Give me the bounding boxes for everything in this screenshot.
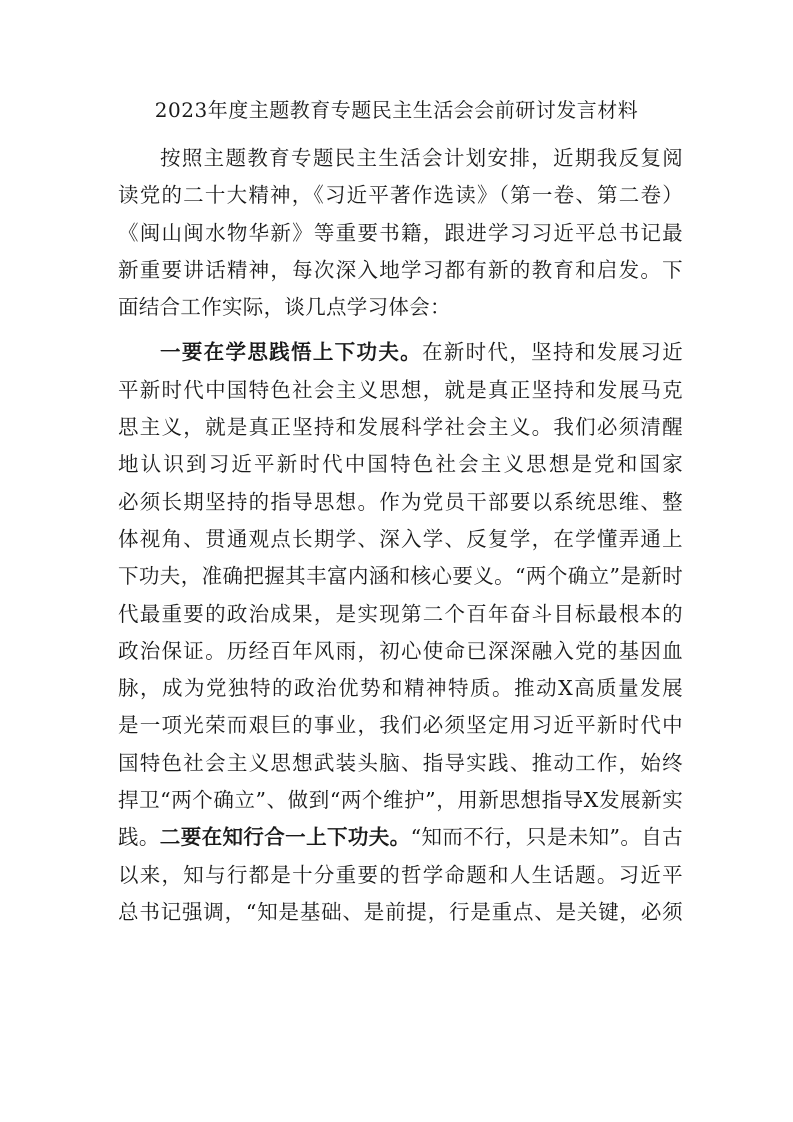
paragraph-line: 平新时代中国特色社会主义思想，就是真正坚持和发展马克 bbox=[118, 377, 683, 402]
paragraph-line: 读党的二十大精神，《习近平著作选读》（第一卷、第二卷） bbox=[118, 183, 683, 208]
paragraph-line: 新重要讲话精神，每次深入地学习都有新的教育和启发。下 bbox=[118, 257, 683, 282]
paragraph-line: 地认识到习近平新时代中国特色社会主义思想是党和国家 bbox=[118, 452, 683, 477]
paragraph-line: 脉，成为党独特的政治优势和精神特质。推动X高质量发展 bbox=[118, 676, 683, 701]
paragraph-text: “知而不行，只是未知”。自古 bbox=[410, 825, 683, 850]
paragraph-line: 思主义，就是真正坚持和发展科学社会主义。我们必须清醒 bbox=[118, 415, 683, 440]
section-heading-2: 二要在知行合一上下功夫。 bbox=[159, 825, 411, 850]
paragraph-text: 在新时代，坚持和发展习近 bbox=[422, 340, 683, 365]
paragraph-line: 必须长期坚持的指导思想。作为党员干部要以系统思维、整 bbox=[118, 489, 683, 514]
intro-paragraph bbox=[118, 140, 683, 326]
paragraph-line: 《闽山闽水物华新》等重要书籍，跟进学习习近平总书记最 bbox=[118, 220, 683, 245]
paragraph-line: 体视角、贯通观点长期学、深入学、反复学，在学懂弄通上 bbox=[118, 526, 683, 551]
section-paragraph bbox=[118, 334, 683, 931]
paragraph-line bbox=[118, 334, 683, 371]
paragraph-line bbox=[118, 819, 683, 856]
paragraph-line: 下功夫，准确把握其丰富内涵和核心要义。“两个确立”是新时 bbox=[118, 564, 683, 589]
document-body bbox=[118, 140, 683, 931]
paragraph-line: 代最重要的政治成果，是实现第二个百年奋斗目标最根本的 bbox=[118, 601, 683, 626]
document-title: 2023年度主题教育专题民主生活会会前研讨发言材料 bbox=[154, 98, 639, 122]
paragraph-text: 践。 bbox=[118, 825, 160, 850]
paragraph-line: 国特色社会主义思想武装头脑、指导实践、推动工作，始终 bbox=[118, 750, 683, 775]
paragraph-line: 面结合工作实际，谈几点学习体会： bbox=[118, 295, 451, 320]
paragraph-line: 政治保证。历经百年风雨，初心使命已深深融入党的基因血 bbox=[118, 638, 683, 663]
paragraph-line: 按照主题教育专题民主生活会计划安排，近期我反复阅 bbox=[160, 146, 683, 170]
section-heading-1: 一要在学思践悟上下功夫。 bbox=[160, 340, 423, 365]
paragraph-line: 以来，知与行都是十分重要的哲学命题和人生话题。习近平 bbox=[118, 862, 683, 887]
paragraph-line: 总书记强调，“知是基础、是前提，行是重点、是关键，必须 bbox=[118, 899, 683, 924]
paragraph-line: 是一项光荣而艰巨的事业，我们必须坚定用习近平新时代中 bbox=[118, 713, 683, 738]
paragraph-line: 捍卫“两个确立”、做到“两个维护”，用新思想指导X发展新实 bbox=[118, 788, 683, 813]
